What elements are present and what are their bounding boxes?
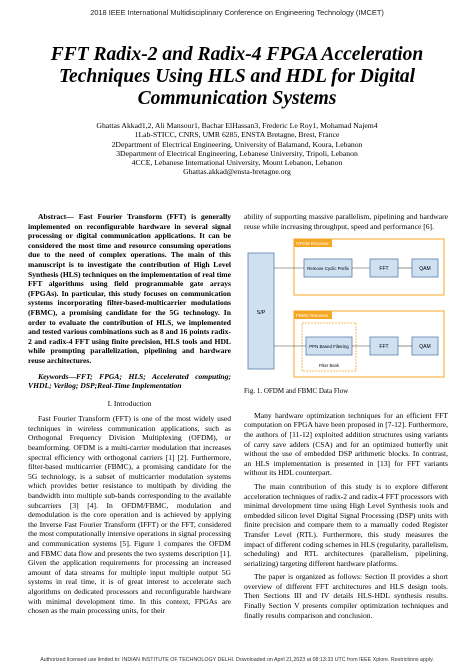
figure-1 <box>244 235 448 381</box>
author-block <box>20 121 454 177</box>
right-column <box>244 212 448 624</box>
affiliation-4: 4CCE, Lebanese International University, Mount Lebanon, Lebanon <box>131 158 343 168</box>
sp-label: S/P <box>256 310 266 317</box>
author-names: Ghattas Akkad1,2, Ali Mansour1, Bachar ElHassan3, Frederic Le Roy1, Mohamad Najem4 <box>96 121 378 130</box>
fbmc-qam-label: QAM <box>419 344 431 351</box>
keywords: Keywords—FFT; FPGA; HLS; Accelerated computing; VHDL; Verilog; DSP;Real-Time Implementation <box>28 371 231 391</box>
affiliation-3: 3Department of Electrical Engineering, Lebanese University, Tripoli, Lebanon <box>116 148 358 158</box>
fbmc-label: FBMC Receiver <box>296 313 329 319</box>
title-line-1: FFT Radix-2 and Radix-4 FPGA Acceleration <box>50 44 424 65</box>
right-paragraph-1: Many hardware optimization techniques for an efficient FFT computation on FPGA have been proposed in [7-12]. Furthermore, the authors of [11-12] exploited addition structures using variants of carry save adders (CSA) and for an optimized butterfly unit without the use of embedded DSP arithmetic blocks. In contrast, an HLS implementation is presented in [13] for FFT variants without its HDL counterpart. <box>244 410 448 478</box>
author-email[interactable]: Ghattas.akkad@ensta-bretagne.org <box>183 167 291 177</box>
conference-header: 2018 IEEE International Multidisciplinary Conference on Engineering Technology (IMCET) <box>90 8 384 17</box>
ofdm-label: OFDM Receiver <box>296 241 329 247</box>
ppn-label: PPN Based Filtering <box>309 344 349 350</box>
remove-cp-label: Remove Cyclic Prefix <box>307 266 349 272</box>
right-paragraph-3: The paper is organized as follows: Section II provides a short overview of different FFT architectures and HLS design tools. Then Sections III and IV details HLS-HDL synthesis results. Finally Section V presents compiler optimization techniques and finally results comparison and conclusion. <box>244 572 448 620</box>
ofdm-qam-label: QAM <box>419 266 431 273</box>
title-line-3: Communication Systems <box>137 88 337 109</box>
left-column <box>28 212 231 616</box>
download-footer: Authorized licensed use limited to: INDIAN INSTITUTE OF TECHNOLOGY DELHI. Downloaded on April 21,2023 at 08:13:33 UTC from IEEE Xplore. Restrictions apply. <box>40 657 434 663</box>
right-intro-paragraph: ability of supporting massive parallelism, pipelining and hardware reuse while increasing throughput, speed and performance [6]. <box>244 212 448 231</box>
section-heading-introduction: I. Introduction <box>107 398 152 408</box>
fbmc-fft-label: FFT <box>379 344 389 351</box>
figure-1-caption: Fig. 1. OFDM and FBMC Data Flow <box>244 387 349 396</box>
right-paragraph-2: The main contribution of this study is to explore different acceleration techniques of radix-2 and radix-4 FFT processors with minimal development time using High Level Synthesis tools and embedded silicon level Digital Signal Processing (DSP) units with finite precision and compare them to a manually coded Register Transfer Level (RTL). Furthermore, this study measures the impact of different coding schemes in HLS (regularity, parallelism, scheduling) and RTL architectures (parallelism, pipelining, serializing) targeting different hardware platforms. <box>244 481 448 568</box>
ofdm-fft-label: FFT <box>379 266 389 273</box>
abstract: Abstract— Fast Fourier Transform (FFT) is generally implemented on reconfigurable hardware in several signal processing or digital communication applications. It can be considered the most time and resource consuming operations due to the need of complex operations. The main of this manuscript is to investigate the contribution of High Level Synthesis (HLS) techniques on the implementation of real time FFT algorithms using field programmable gate arrays (FPGAs). In particular, this study focuses on communication systems incorporating filter-based-multicarrier modulations (FBMC), a promising candidate for the 5G technology. In order to evaluate the contribution of HLS, we implemented and tested various combinations such as 8 and 16 points radix-2 and radix-4 FFT using finite precision, HLS tools and HDL while prompting parallelization, pipelining and hardware reuse architectures. <box>28 212 231 365</box>
title-line-2: Techniques Using HLS and HDL for Digital <box>58 66 416 87</box>
filter-bank-label: Filter Bank <box>318 363 340 369</box>
affiliation-1: 1Lab-STICC, CNRS, UMR 6285, ENSTA Bretagne, Brest, France <box>134 130 340 140</box>
introduction-paragraph: Fast Fourier Transform (FFT) is one of the most widely used techniques in wireless communication applications, such as Orthogonal Frequency Division Multiplexing (OFDM), or beamforming. OFDM is a multi-carrier modulation that increases spectral efficiency with orthogonal carriers [1] [2]. Furthermore, filter-based multicarrier (FBMC), a promising candidate for the 5G technology, is a subset of multicarrier modulation systems which provides better resistance to multipath by dividing the bandwidth into multiple sub-bands corresponding to the available subcarriers [3] [4]. In OFDM/FBMC, modulation and demodulation is the core operation and is achieved by applying the Inverse Fast Fourier Transform (IFFT) or the FFT, considered the most computationally intensive operations in signal processing and communication systems [5]. Figure 1 compares the OFDM and FBMC data flow and presents the two systems description [1]. Given the application requirements for processing an increased amount of data streams for multiple input multiple output 5G systems in real time, it is of great interest to accelerate such algorithms on dedicated processors and reconfigurable hardware with minimal development time. In this context, FPGAs are chosen as the main processing units, for their <box>28 414 231 616</box>
affiliation-2: 2Department of Electrical Engineering, University of Balamand, Koura, Lebanon <box>111 139 363 149</box>
connector-lines <box>274 268 412 346</box>
figure-1-diagram <box>244 235 448 381</box>
paper-title <box>20 44 454 110</box>
